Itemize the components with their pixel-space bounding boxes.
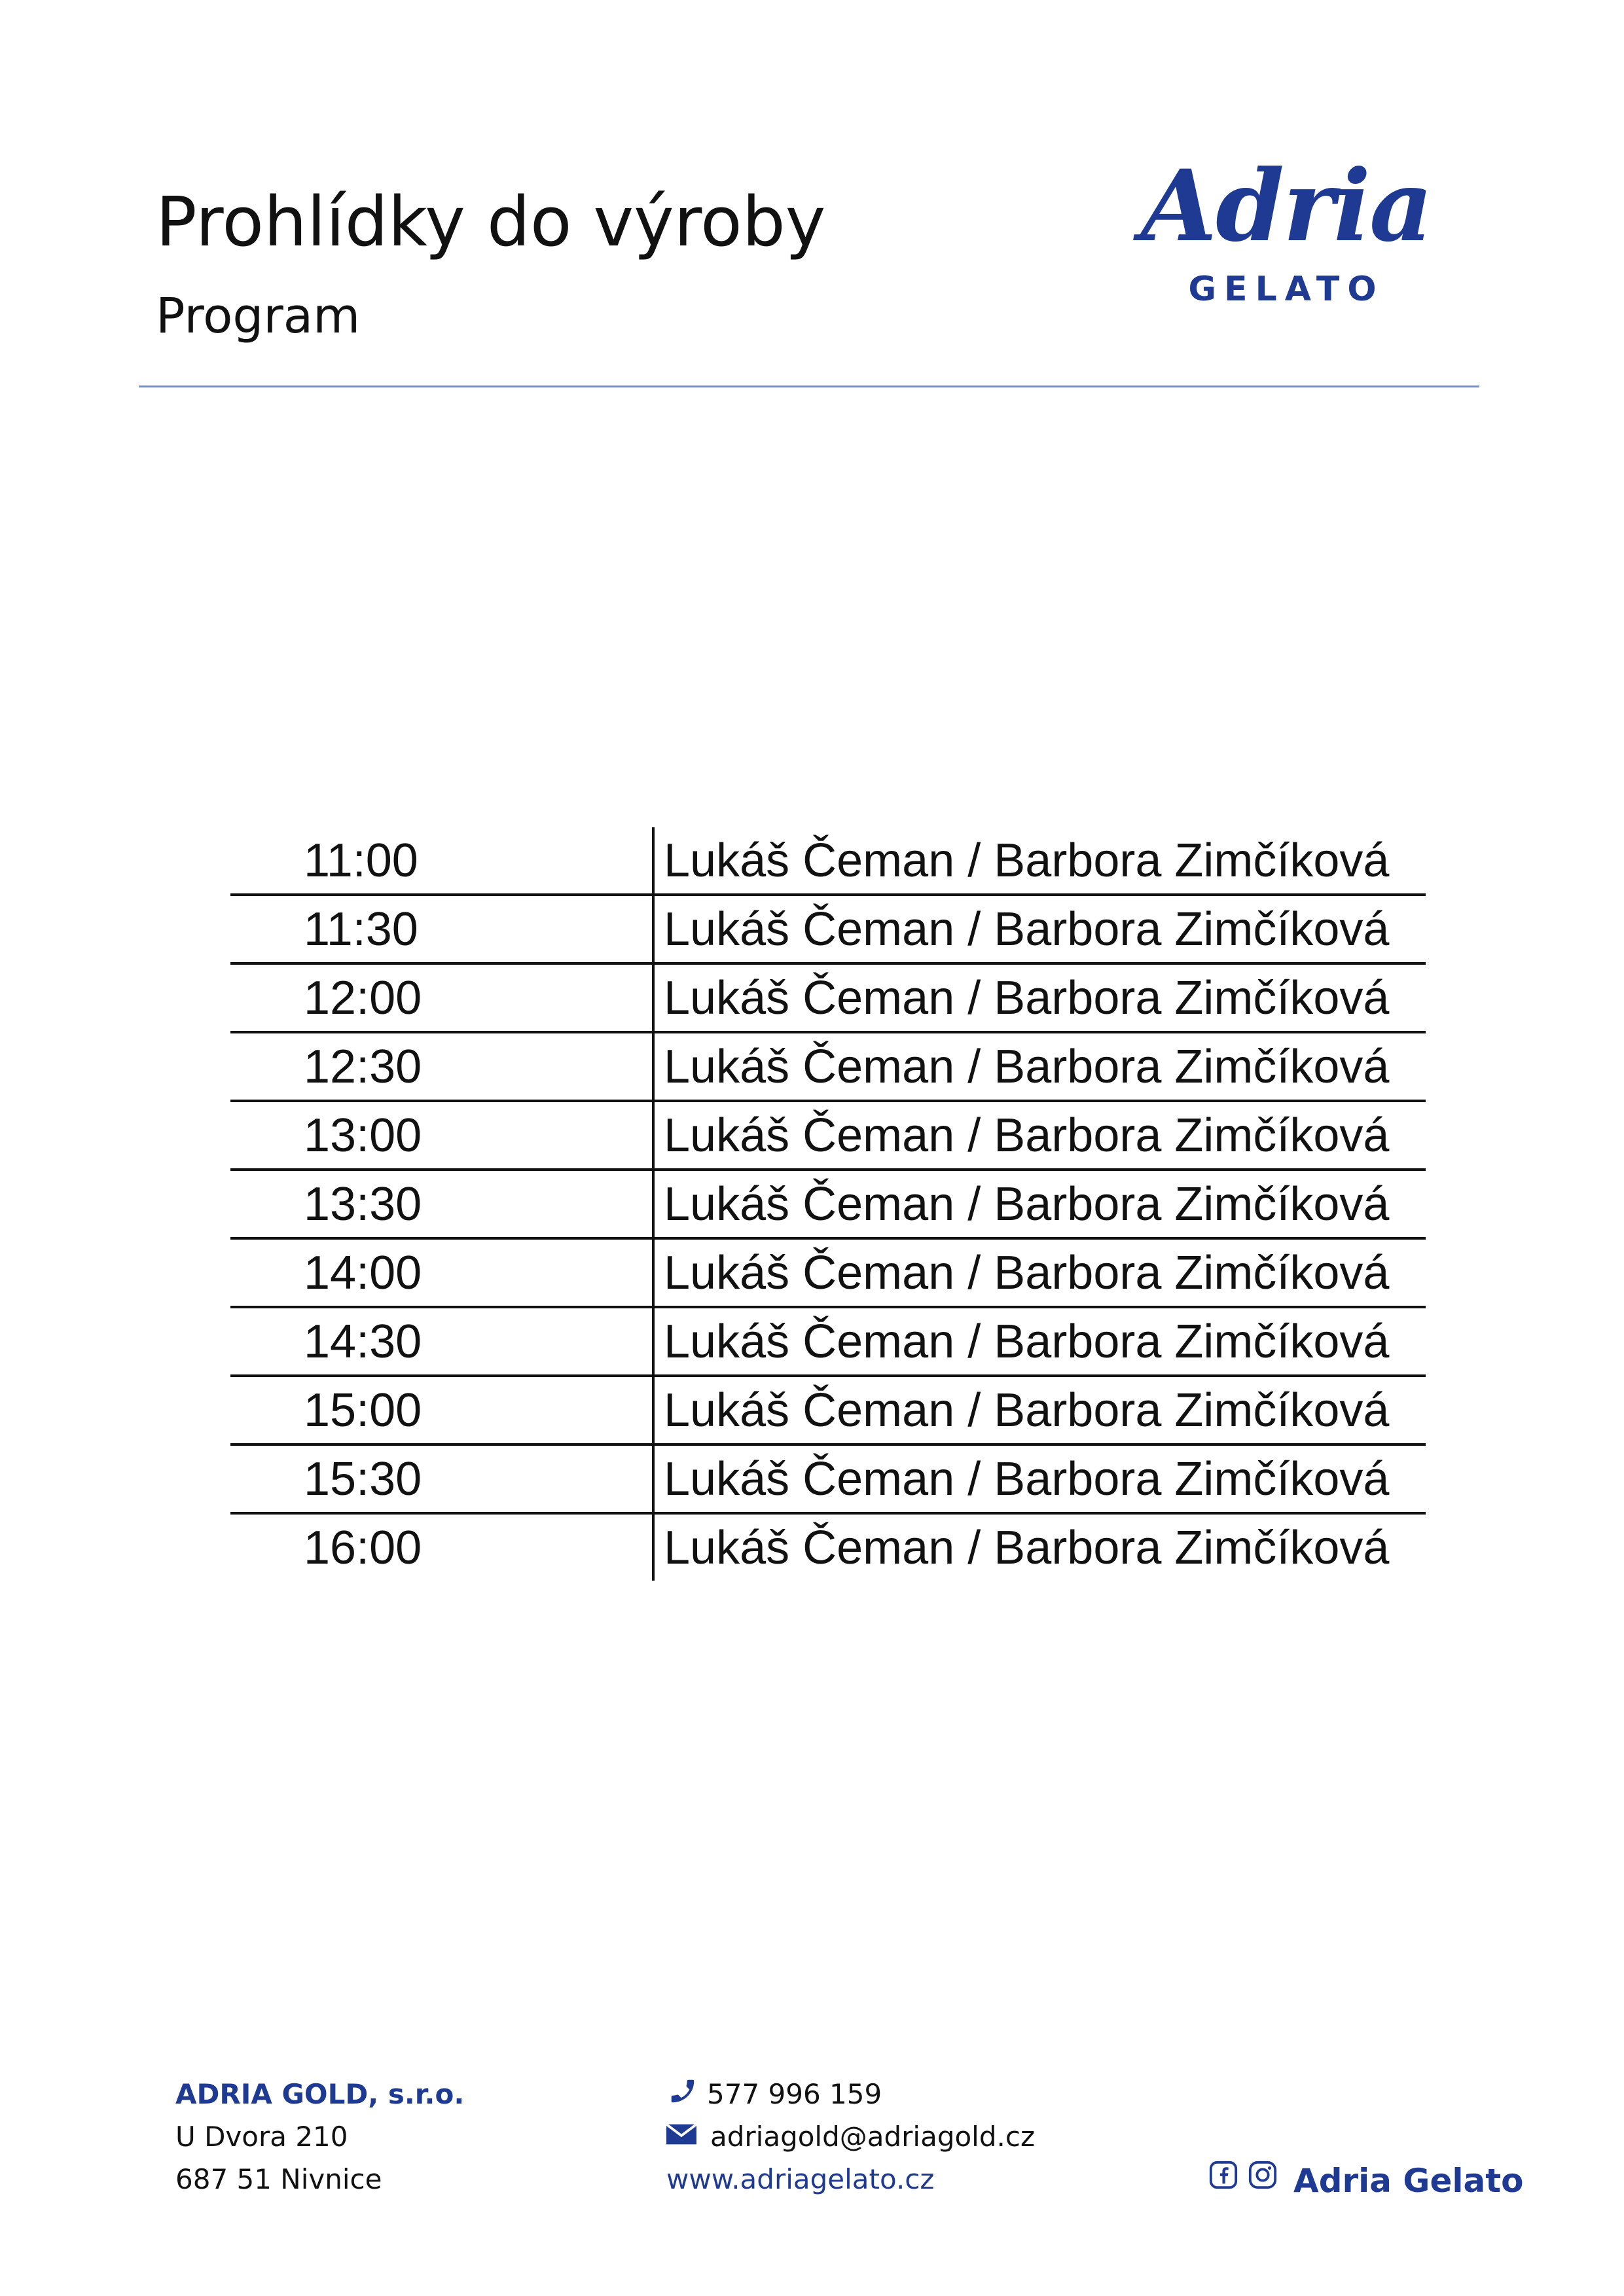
time-cell: 15:30 — [230, 1444, 653, 1513]
page-title: Prohlídky do výroby — [156, 182, 826, 262]
guides-cell: Lukáš Čeman / Barbora Zimčíková — [653, 1444, 1426, 1513]
logo-wordmark: Adria — [1140, 149, 1432, 264]
table-row — [230, 895, 1426, 963]
logo-subtitle: GELATO — [1188, 270, 1384, 309]
time-cell: 15:00 — [230, 1376, 653, 1444]
adria-gelato-logo — [1126, 149, 1453, 314]
guides-cell: Lukáš Čeman / Barbora Zimčíková — [653, 895, 1426, 963]
time-cell: 14:00 — [230, 1238, 653, 1307]
time-cell: 12:00 — [230, 963, 653, 1032]
time-cell: 13:30 — [230, 1170, 653, 1238]
guides-cell: Lukáš Čeman / Barbora Zimčíková — [653, 1170, 1426, 1238]
time-cell: 11:00 — [230, 827, 653, 895]
time-cell: 16:00 — [230, 1513, 653, 1581]
guides-cell: Lukáš Čeman / Barbora Zimčíková — [653, 1376, 1426, 1444]
table-row — [230, 963, 1426, 1032]
facebook-icon[interactable] — [1208, 2160, 1238, 2190]
guides-cell: Lukáš Čeman / Barbora Zimčíková — [664, 1521, 1390, 1574]
header-divider — [139, 386, 1479, 387]
table-row — [230, 1238, 1426, 1307]
table-row — [230, 1444, 1426, 1513]
guides-cell: Lukáš Čeman / Barbora Zimčíková — [653, 1101, 1426, 1170]
time-cell: 14:30 — [230, 1307, 653, 1376]
website-link[interactable]: www.adriagelato.cz — [666, 2163, 935, 2195]
time-cell: 11:30 — [230, 895, 653, 963]
company-name: ADRIA GOLD, s.r.o. — [175, 2078, 465, 2110]
table-row — [230, 1376, 1426, 1444]
table-row — [230, 1032, 1426, 1101]
envelope-icon — [665, 2119, 698, 2149]
phone-number: 577 996 159 — [707, 2078, 882, 2110]
table-row — [230, 1513, 1426, 1581]
address-street: U Dvora 210 — [175, 2121, 348, 2153]
table-row — [230, 827, 1426, 895]
phone-icon — [668, 2076, 698, 2106]
table-row — [230, 1170, 1426, 1238]
guides-cell: Lukáš Čeman / Barbora Zimčíková — [653, 963, 1426, 1032]
guides-cell: Lukáš Čeman / Barbora Zimčíková — [653, 1238, 1426, 1307]
guides-cell: Lukáš Čeman / Barbora Zimčíková — [653, 1032, 1426, 1101]
guides-cell: Lukáš Čeman / Barbora Zimčíková — [653, 827, 1426, 895]
page-subtitle: Program — [156, 288, 361, 344]
address-city: 687 51 Nivnice — [175, 2163, 382, 2195]
tour-schedule-table — [230, 827, 1426, 1581]
email-link[interactable]: adriagold@adriagold.cz — [710, 2121, 1036, 2153]
table-row — [230, 1101, 1426, 1170]
guides-cell: Lukáš Čeman / Barbora Zimčíková — [653, 1307, 1426, 1376]
time-cell: 12:30 — [230, 1032, 653, 1101]
instagram-icon[interactable] — [1248, 2160, 1278, 2190]
social-brand-name[interactable]: Adria Gelato — [1293, 2162, 1524, 2200]
time-cell: 13:00 — [230, 1101, 653, 1170]
table-row — [230, 1307, 1426, 1376]
